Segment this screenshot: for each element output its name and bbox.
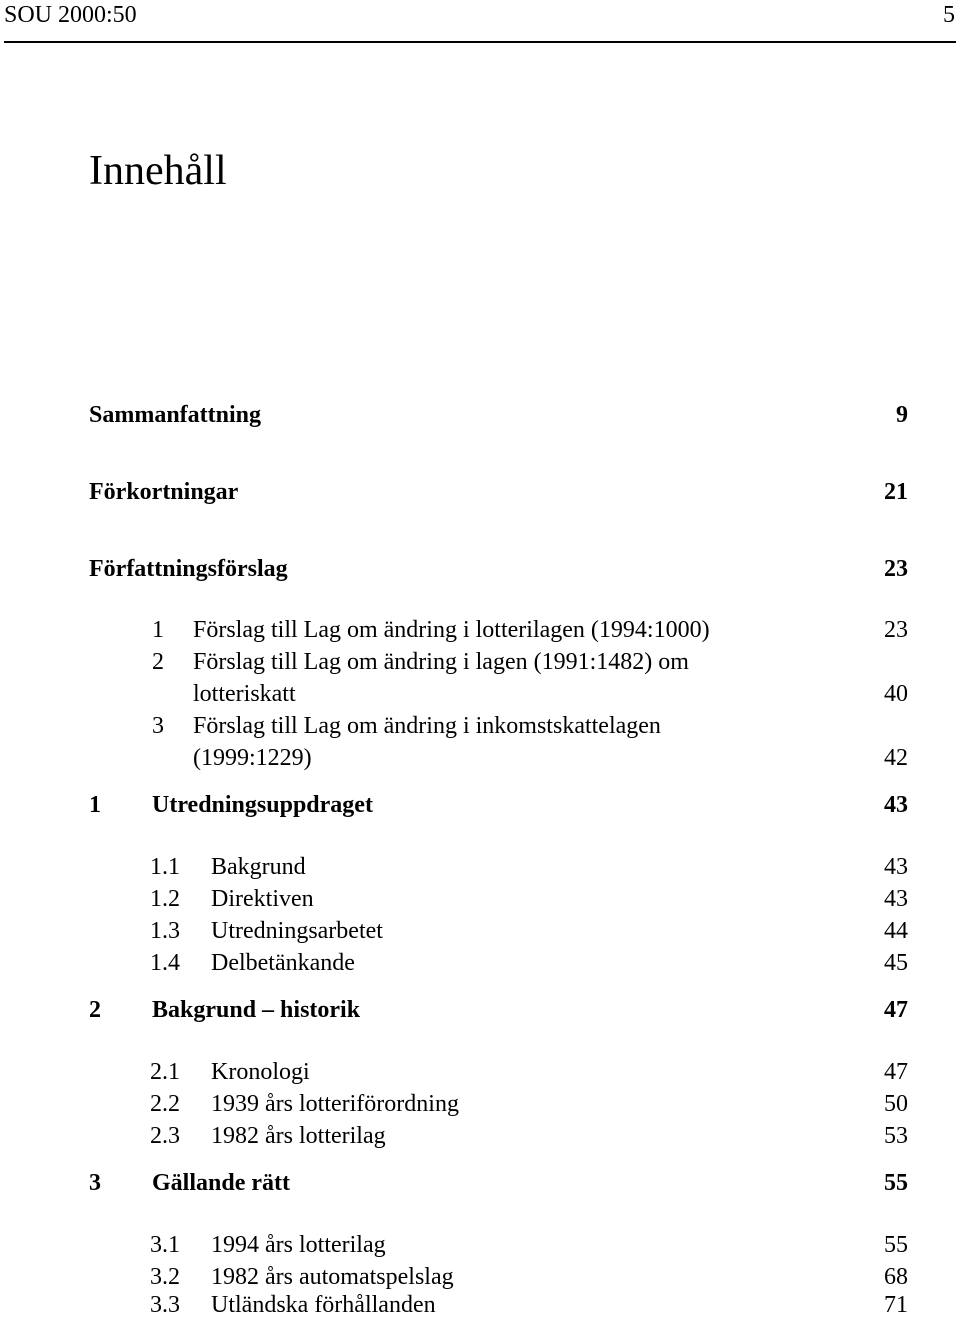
toc-chapter-2[interactable] bbox=[0, 995, 960, 1025]
toc-entry-page: 47 bbox=[884, 997, 908, 1023]
toc-entry-page: 43 bbox=[884, 854, 908, 880]
toc-entry-label: Förslag till Lag om ändring i lotterilagen (1994:1000) bbox=[193, 617, 710, 643]
toc-chapter-3[interactable] bbox=[0, 1168, 960, 1198]
toc-proposal-3-cont[interactable] bbox=[0, 743, 960, 773]
toc-entry-label: Sammanfattning bbox=[89, 402, 262, 428]
header-rule bbox=[4, 41, 956, 43]
toc-entry-number: 2 bbox=[89, 997, 101, 1023]
toc-entry-label: 1994 års lotterilag bbox=[211, 1232, 386, 1258]
toc-entry-page: 45 bbox=[884, 950, 908, 976]
page-title: Innehåll bbox=[89, 148, 227, 194]
toc-entry-label: Delbetänkande bbox=[211, 950, 355, 976]
toc-section-2-3[interactable] bbox=[0, 1121, 960, 1151]
toc-entry-page: 23 bbox=[884, 617, 908, 643]
toc-section-1-4[interactable] bbox=[0, 948, 960, 978]
toc-entry-number: 1.2 bbox=[150, 886, 180, 912]
toc-section-2-2[interactable] bbox=[0, 1089, 960, 1119]
toc-entry-label: 1982 års lotterilag bbox=[211, 1123, 386, 1149]
toc-entry-forfattningsforslag[interactable] bbox=[0, 554, 960, 584]
toc-entry-page: 21 bbox=[884, 479, 908, 505]
toc-entry-label: Bakgrund – historik bbox=[152, 997, 361, 1023]
toc-entry-number: 2.1 bbox=[150, 1059, 180, 1085]
toc-entry-number: 1 bbox=[89, 792, 101, 818]
toc-entry-label: Bakgrund bbox=[211, 854, 306, 880]
toc-entry-label: Förslag till Lag om ändring i lagen (1991:1482) om bbox=[193, 649, 689, 675]
toc-section-3-3[interactable] bbox=[0, 1290, 960, 1320]
toc-entry-page: 23 bbox=[884, 556, 908, 582]
toc-entry-label: 1939 års lotteriförordning bbox=[211, 1091, 459, 1117]
toc-proposal-2-cont[interactable] bbox=[0, 679, 960, 709]
toc-entry-label-cont: lotteriskatt bbox=[193, 681, 296, 707]
toc-entry-page: 55 bbox=[884, 1232, 908, 1258]
toc-entry-label: Utredningsuppdraget bbox=[152, 792, 373, 818]
toc-section-3-2[interactable] bbox=[0, 1262, 960, 1292]
toc-entry-label: Gällande rätt bbox=[152, 1170, 290, 1196]
toc-entry-page: 47 bbox=[884, 1059, 908, 1085]
toc-entry-number: 1 bbox=[152, 617, 164, 643]
running-header bbox=[0, 0, 960, 46]
toc-entry-page: 43 bbox=[884, 792, 908, 818]
toc-chapter-1[interactable] bbox=[0, 790, 960, 820]
toc-section-3-1[interactable] bbox=[0, 1230, 960, 1260]
toc-entry-page: 53 bbox=[884, 1123, 908, 1149]
toc-entry-number: 3 bbox=[152, 713, 164, 739]
toc-entry-page: 43 bbox=[884, 886, 908, 912]
toc-entry-forkortningar[interactable] bbox=[0, 477, 960, 507]
toc-entry-label: Utländska förhållanden bbox=[211, 1292, 436, 1318]
toc-entry-number: 2 bbox=[152, 649, 164, 675]
toc-entry-label: Förslag till Lag om ändring i inkomstskattelagen bbox=[193, 713, 661, 739]
toc-entry-number: 1.4 bbox=[150, 950, 180, 976]
toc-entry-number: 3.2 bbox=[150, 1264, 180, 1290]
toc-proposal-2[interactable] bbox=[0, 647, 960, 677]
toc-entry-page: 40 bbox=[884, 681, 908, 707]
toc-entry-number: 2.3 bbox=[150, 1123, 180, 1149]
toc-entry-page: 9 bbox=[896, 402, 908, 428]
toc-entry-label: Kronologi bbox=[211, 1059, 310, 1085]
document-id: SOU 2000:50 bbox=[4, 2, 137, 28]
toc-entry-label: Förkortningar bbox=[89, 479, 239, 505]
toc-entry-page: 44 bbox=[884, 918, 908, 944]
toc-entry-number: 3.3 bbox=[150, 1292, 180, 1318]
toc-proposal-1[interactable] bbox=[0, 615, 960, 645]
toc-entry-label: 1982 års automatspelslag bbox=[211, 1264, 454, 1290]
toc-entry-page: 55 bbox=[884, 1170, 908, 1196]
toc-entry-label: Utredningsarbetet bbox=[211, 918, 383, 944]
toc-section-1-3[interactable] bbox=[0, 916, 960, 946]
toc-entry-label-cont: (1999:1229) bbox=[193, 745, 312, 771]
toc-entry-page: 68 bbox=[884, 1264, 908, 1290]
toc-entry-page: 50 bbox=[884, 1091, 908, 1117]
toc-entry-page: 71 bbox=[884, 1292, 908, 1318]
toc-entry-label: Författningsförslag bbox=[89, 556, 288, 582]
toc-entry-number: 1.3 bbox=[150, 918, 180, 944]
toc-entry-number: 2.2 bbox=[150, 1091, 180, 1117]
toc-section-1-2[interactable] bbox=[0, 884, 960, 914]
toc-entry-label: Direktiven bbox=[211, 886, 314, 912]
toc-section-2-1[interactable] bbox=[0, 1057, 960, 1087]
toc-section-1-1[interactable] bbox=[0, 852, 960, 882]
toc-entry-number: 3.1 bbox=[150, 1232, 180, 1258]
toc-entry-number: 3 bbox=[89, 1170, 101, 1196]
page-number: 5 bbox=[943, 2, 955, 28]
toc-entry-sammanfattning[interactable] bbox=[0, 400, 960, 430]
toc-proposal-3[interactable] bbox=[0, 711, 960, 741]
toc-entry-number: 1.1 bbox=[150, 854, 180, 880]
toc-entry-page: 42 bbox=[884, 745, 908, 771]
